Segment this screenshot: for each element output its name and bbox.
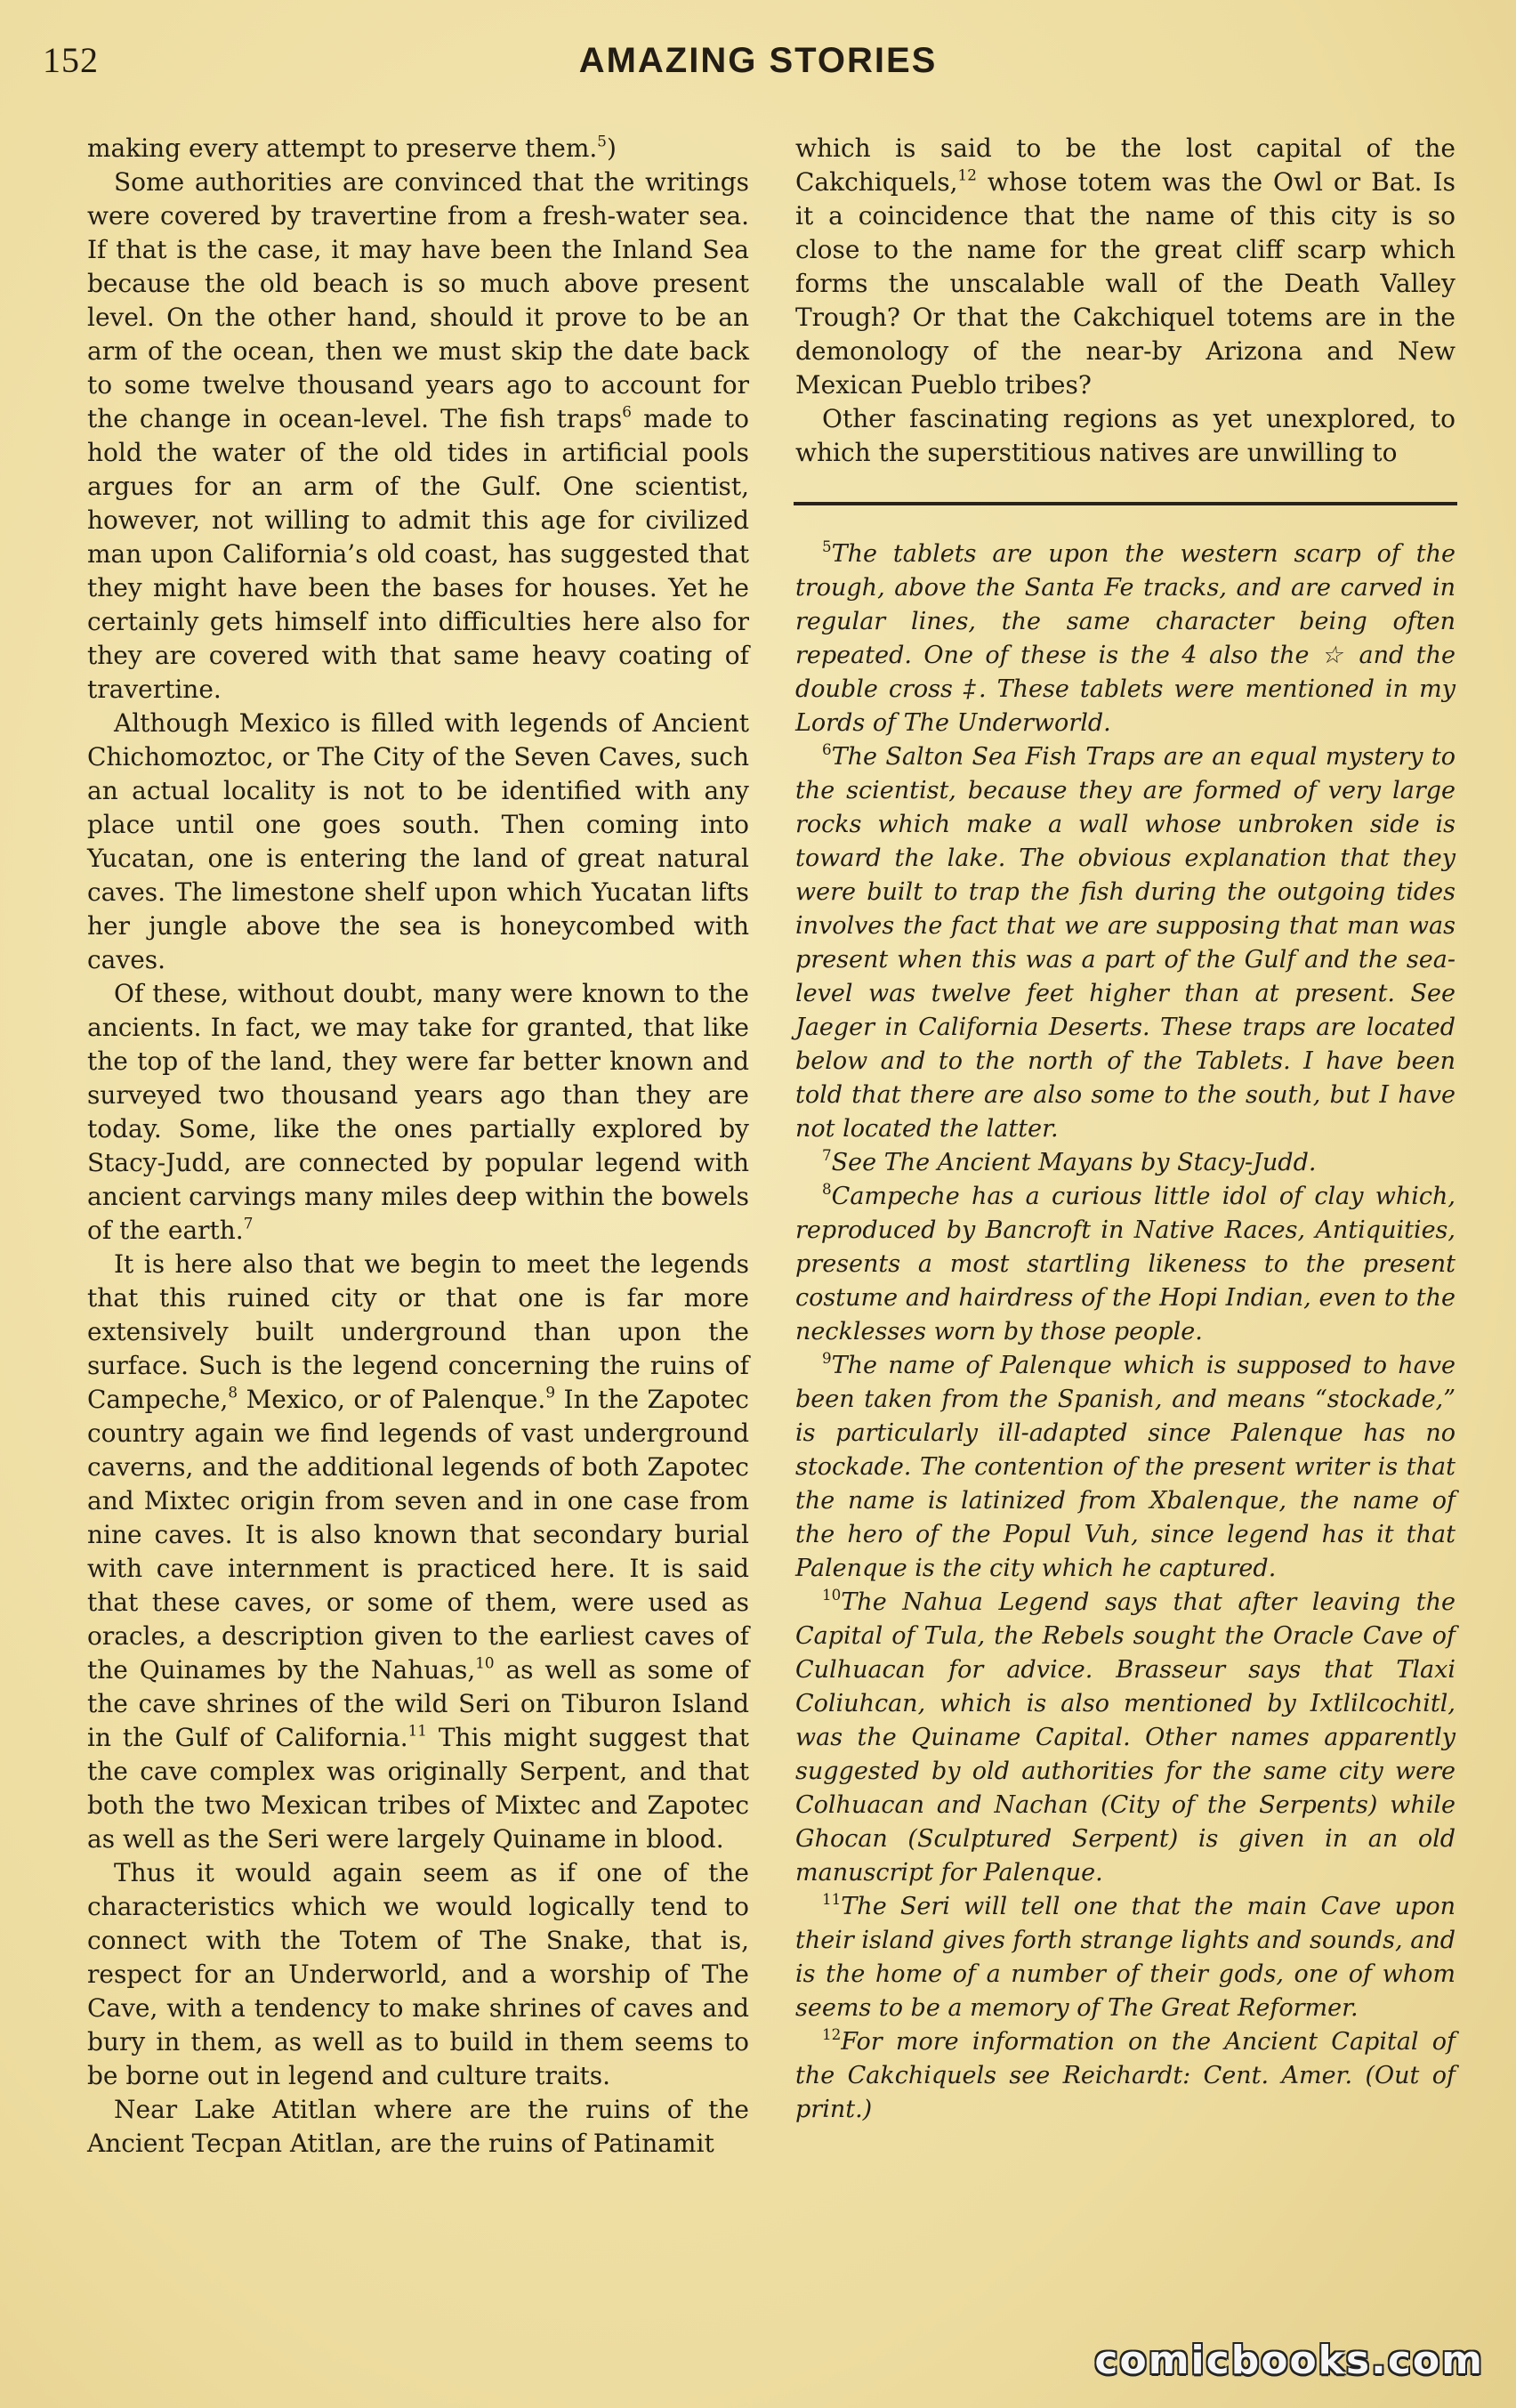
running-title: AMAZING STORIES	[578, 41, 938, 80]
footnote-number: 9	[822, 1349, 832, 1368]
footnote-reference: 8	[228, 1383, 238, 1402]
paragraph-text: This might suggest that the cave complex was originally Serpent, and that both the two Mexican tribes of Mixtec and Zapotec as well as the Seri were largely Quiname in blood.	[87, 1723, 749, 1854]
paragraph-text: In the Zapotec country again we find legends of vast underground caverns, and the additional legends of both Zapotec and Mixtec origin from seven and in one case from nine caves. It is also known that secondary burial with cave internment is practiced here. It is said that these caves, or some of them, were used as oracles, a description given to the earliest caves of the Quinames by the Nahuas,	[87, 1385, 749, 1685]
footnote-divider	[794, 502, 1457, 505]
footnote-reference: 7	[243, 1214, 254, 1232]
paragraph-text: Near Lake Atitlan where are the ruins of the Ancient Tecpan Atitlan, are the ruins of Patinamit	[87, 2095, 749, 2158]
watermark-logo: comicbooks.com	[1094, 2338, 1484, 2383]
body-paragraph	[795, 132, 1456, 402]
footnote-number: 8	[822, 1180, 832, 1199]
footnote	[795, 1146, 1456, 1180]
page-number: 152	[43, 40, 99, 80]
body-paragraph	[87, 977, 749, 1248]
paragraph-text: It is here also that we begin to meet the legends that this ruined city or that one is far more extensively built underground than upon the surface. Such is the legend concerning the ruins of Campeche,	[87, 1249, 749, 1414]
paragraph-text: made to hold the water of the old tides in artificial pools argues for an arm of the Gulf. One scientist, however, not willing to admit this age for civilized man upon California’s old coast, has suggested that they might have been the bases for houses. Yet he certainly gets himself into difficulties here also for they are covered with that same heavy coating of travertine.	[87, 404, 749, 704]
footnote	[795, 2025, 1456, 2127]
footnote	[795, 1349, 1456, 1586]
paragraph-text: which is said to be the lost capital of the Cakchiquels,	[795, 133, 1456, 197]
footnote-reference: 6	[622, 402, 632, 421]
footnote-reference: 9	[545, 1383, 556, 1402]
footnote-number: 11	[822, 1890, 842, 1909]
paragraph-text: Although Mexico is filled with legends of Ancient Chichomoztoc, or The City of the Seven Caves, such an actual locality is not to be identified with any place until one goes south. Then coming into Yucatan, one is entering the land of great natural caves. The limestone shelf upon which Yucatan lifts her jungle above the sea is honeycombed with caves.	[87, 708, 749, 974]
footnote-number: 7	[822, 1146, 832, 1165]
footnote	[795, 740, 1456, 1146]
paragraph-text: Of these, without doubt, many were known to the ancients. In fact, we may take for granted, that like the top of the land, they were far better known and surveyed two thousand years ago than they are today. Some, like the ones partially explored by Stacy-Judd, are connected by popular legend with ancient carvings many miles deep within the bowels of the earth.	[87, 979, 749, 1245]
paragraph-text: Thus it would again seem as if one of the characteristics which we would logically tend to connect with the Totem of The Snake, that is, respect for an Underworld, and a worship of The Cave, with a tendency to make shrines of caves and bury in them, as well as to build in them seems to be borne out in legend and culture traits.	[87, 1858, 749, 2090]
paragraph-text: Some authorities are convinced that the writings were covered by travertine from a fresh-water sea. If that is the case, it may have been the Inland Sea because the old beach is so much above present level. On the other hand, should it prove to be an arm of the ocean, then we must skip the date back to some twelve thousand years ago to account for the change in ocean-level. The fish traps	[87, 167, 749, 433]
footnote-text: For more information on the Ancient Capital of the Cakchiquels see Reichardt: Cent. Amer. (Out of print.)	[795, 2028, 1456, 2123]
paragraph-text: Mexico, or of Palenque.	[238, 1385, 546, 1414]
footnote	[795, 1890, 1456, 2025]
left-column	[87, 132, 749, 2161]
paragraph-text: as well as some of the cave shrines of the wild Seri on Tiburon Island in the Gulf of California.	[87, 1655, 750, 1752]
footnote-number: 6	[822, 740, 832, 759]
footnote-text: See The Ancient Mayans by Stacy-Judd.	[831, 1149, 1317, 1176]
footnote-reference: 12	[957, 166, 977, 184]
footnote	[795, 1586, 1456, 1890]
paragraph-text: making every attempt to preserve them.	[87, 133, 598, 163]
body-paragraph	[87, 1248, 749, 1856]
footnote-text: The tablets are upon the western scarp of the trough, above the Santa Fe tracks, and are carved in regular lines, the same character being often repeated. One of these is the 4 also the ☆ and the double cross ‡. These tablets were mentioned in my Lords of The Underworld.	[795, 540, 1456, 737]
footnote-text: The Nahua Legend says that after leaving the Capital of Tula, the Rebels sought the Oracle Cave of Culhuacan for advice. Brasseur says that Tlaxi Coliuhcan, which is also mentioned by Ixtlilcochitl, was the Quiname Capital. Other names apparently suggested by old authorities for the same city were Colhuacan and Nachan (City of the Serpents) while Ghocan (Sculptured Serpent) is given in an old manuscript for Palenque.	[795, 1588, 1456, 1887]
footnote-text: Campeche has a curious little idol of clay which, reproduced by Bancroft in Native Races, Antiquities, presents a most startling likeness to the present costume and hairdress of the Hopi Indian, even to the necklesses worn by those people.	[795, 1183, 1456, 1345]
footnote-reference: 5	[597, 132, 607, 150]
footnote-number: 12	[822, 2025, 842, 2044]
footnote	[795, 537, 1456, 740]
body-paragraph	[87, 166, 749, 707]
body-paragraph	[87, 2093, 749, 2161]
footnote-text: The Salton Sea Fish Traps are an equal mystery to the scientist, because they are formed of very large rocks which make a wall whose unbroken side is toward the lake. The obvious explanation that they were built to trap the fish during the outgoing tides involves the fact that we are supposing that man was present when this was a part of the Gulf and the sea-level was twelve feet higher than at present. See Jaeger in California Deserts. These traps are located below and to the north of the Tablets. I have been told that there are also some to the south, but I have not located the latter.	[795, 743, 1456, 1143]
body-paragraph	[87, 1856, 749, 2093]
body-paragraph	[87, 707, 749, 977]
right-column	[795, 132, 1456, 470]
footnote-reference: 10	[475, 1653, 495, 1672]
paragraph-text: Other fascinating regions as yet unexplored, to which the superstitious natives are unwilling to	[795, 404, 1456, 467]
footnote-number: 5	[822, 537, 832, 556]
footnote-text: The name of Palenque which is supposed to have been taken from the Spanish, and means “stockade,” is particularly ill-adapted since Palenque has no stockade. The contention of the present writer is that the name is latinized from Xbalenque, the name of the hero of the Popul Vuh, since legend has it that Palenque is the city which he captured.	[795, 1352, 1456, 1582]
paragraph-text: )	[606, 133, 617, 163]
paragraph-text: whose totem was the Owl or Bat. Is it a coincidence that the name of this city is so close to the name for the great cliff scarp which forms the unscalable wall of the Death Valley Trough? Or that the Cakchiquel totems are in the demonology of the near-by Arizona and New Mexican Pueblo tribes?	[795, 167, 1456, 400]
footnote	[795, 1180, 1456, 1349]
body-paragraph	[795, 402, 1456, 470]
footnote-reference: 11	[407, 1721, 427, 1740]
footnote-number: 10	[822, 1586, 842, 1604]
footnote-text: The Seri will tell one that the main Cave upon their island gives forth strange lights and sounds, and is the home of a number of their gods, one of whom seems to be a memory of The Great Reformer.	[795, 1893, 1456, 2022]
footnotes	[795, 537, 1456, 2127]
body-paragraph	[87, 132, 749, 166]
